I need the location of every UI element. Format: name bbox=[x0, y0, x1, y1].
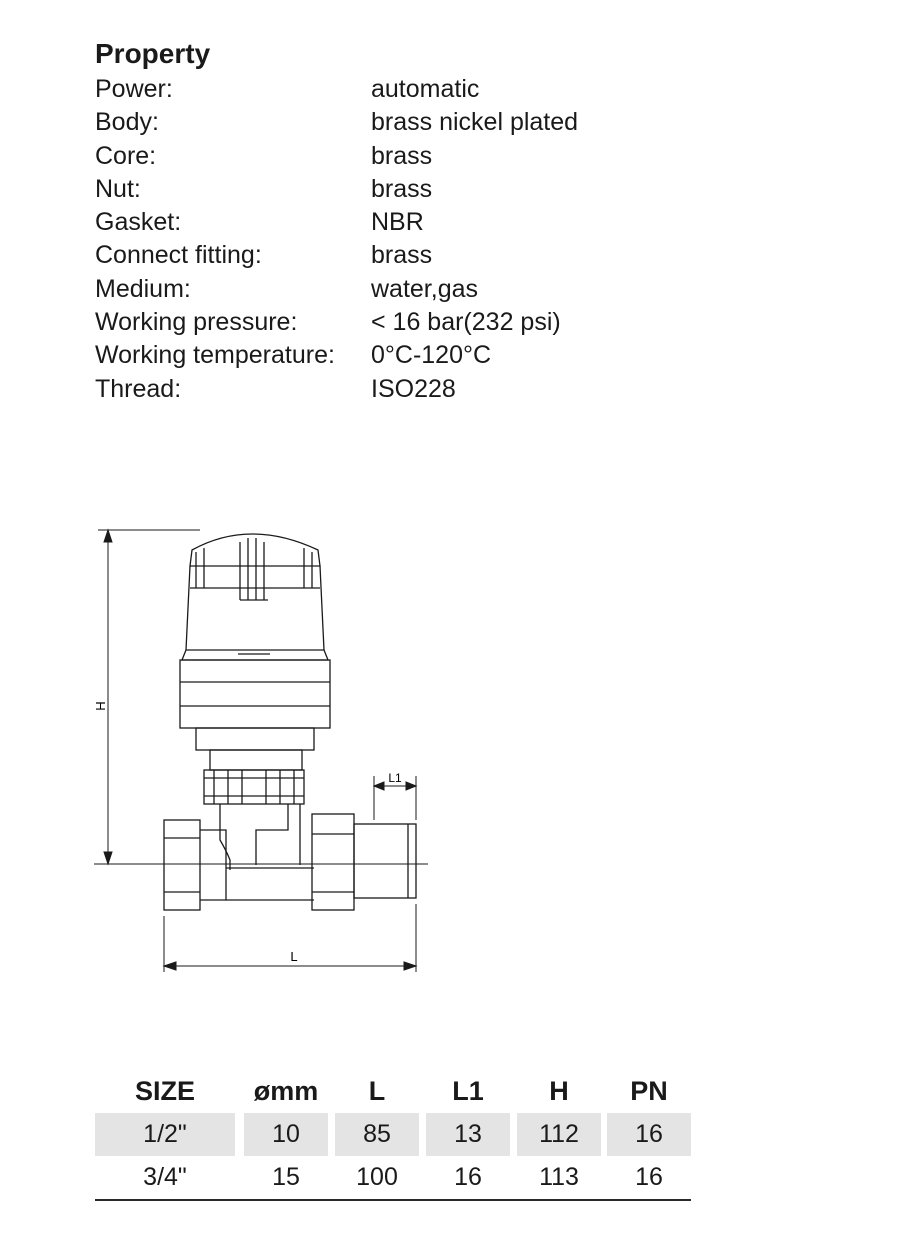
property-value: water,gas bbox=[371, 274, 479, 303]
property-value: brass bbox=[371, 141, 433, 170]
property-value: brass nickel plated bbox=[371, 108, 579, 137]
valve-outline bbox=[164, 534, 416, 910]
header-diameter: ømm bbox=[253, 1076, 319, 1106]
property-title: Property bbox=[95, 38, 211, 69]
dim-l-label: L bbox=[290, 949, 298, 964]
dim-l1-label: L1 bbox=[388, 771, 402, 785]
cell-diameter: 15 bbox=[272, 1163, 300, 1191]
cell-size: 1/2" bbox=[95, 1113, 235, 1156]
property-key: Working pressure: bbox=[95, 308, 298, 337]
property-value: 0°C-120°C bbox=[371, 341, 492, 370]
cell-size: 3/4" bbox=[143, 1163, 187, 1191]
cell-pn: 16 bbox=[607, 1113, 691, 1156]
header-h: H bbox=[549, 1076, 569, 1106]
cell-h: 113 bbox=[539, 1163, 579, 1191]
cell-l1: 13 bbox=[426, 1113, 510, 1156]
property-key: Gasket: bbox=[95, 208, 182, 237]
header-pn: PN bbox=[630, 1076, 668, 1106]
property-value: ISO228 bbox=[371, 374, 456, 403]
cell-h: 112 bbox=[517, 1113, 601, 1156]
property-value: automatic bbox=[371, 75, 480, 103]
table-row bbox=[95, 1113, 691, 1156]
header-l1: L1 bbox=[452, 1076, 484, 1106]
dimension-lines bbox=[98, 530, 416, 972]
header-l: L bbox=[368, 1076, 386, 1106]
property-key: Working temperature: bbox=[95, 341, 335, 370]
property-key: Body: bbox=[95, 108, 159, 137]
cell-diameter: 10 bbox=[244, 1113, 328, 1156]
table-row bbox=[95, 1156, 691, 1199]
spec-table bbox=[95, 1070, 691, 1199]
property-key: Connect fitting: bbox=[95, 241, 262, 270]
valve-drawing bbox=[90, 520, 440, 990]
property-value: NBR bbox=[371, 208, 424, 237]
cell-l: 85 bbox=[335, 1113, 419, 1156]
table-bottom-rule bbox=[95, 1199, 691, 1201]
property-value: < 16 bar(232 psi) bbox=[371, 308, 561, 337]
table-header-row bbox=[95, 1070, 691, 1113]
dim-h-label: H bbox=[93, 701, 108, 711]
property-value: brass bbox=[371, 174, 433, 203]
property-key: Thread: bbox=[95, 374, 182, 403]
header-size: SIZE bbox=[134, 1076, 195, 1106]
cell-l1: 16 bbox=[454, 1163, 482, 1191]
property-value: brass bbox=[371, 241, 433, 270]
property-key: Core: bbox=[95, 141, 157, 170]
property-key: Nut: bbox=[95, 174, 141, 203]
property-key: Power: bbox=[95, 75, 173, 103]
cell-l: 100 bbox=[356, 1163, 398, 1191]
cell-pn: 16 bbox=[635, 1163, 663, 1191]
property-key: Medium: bbox=[95, 274, 191, 303]
